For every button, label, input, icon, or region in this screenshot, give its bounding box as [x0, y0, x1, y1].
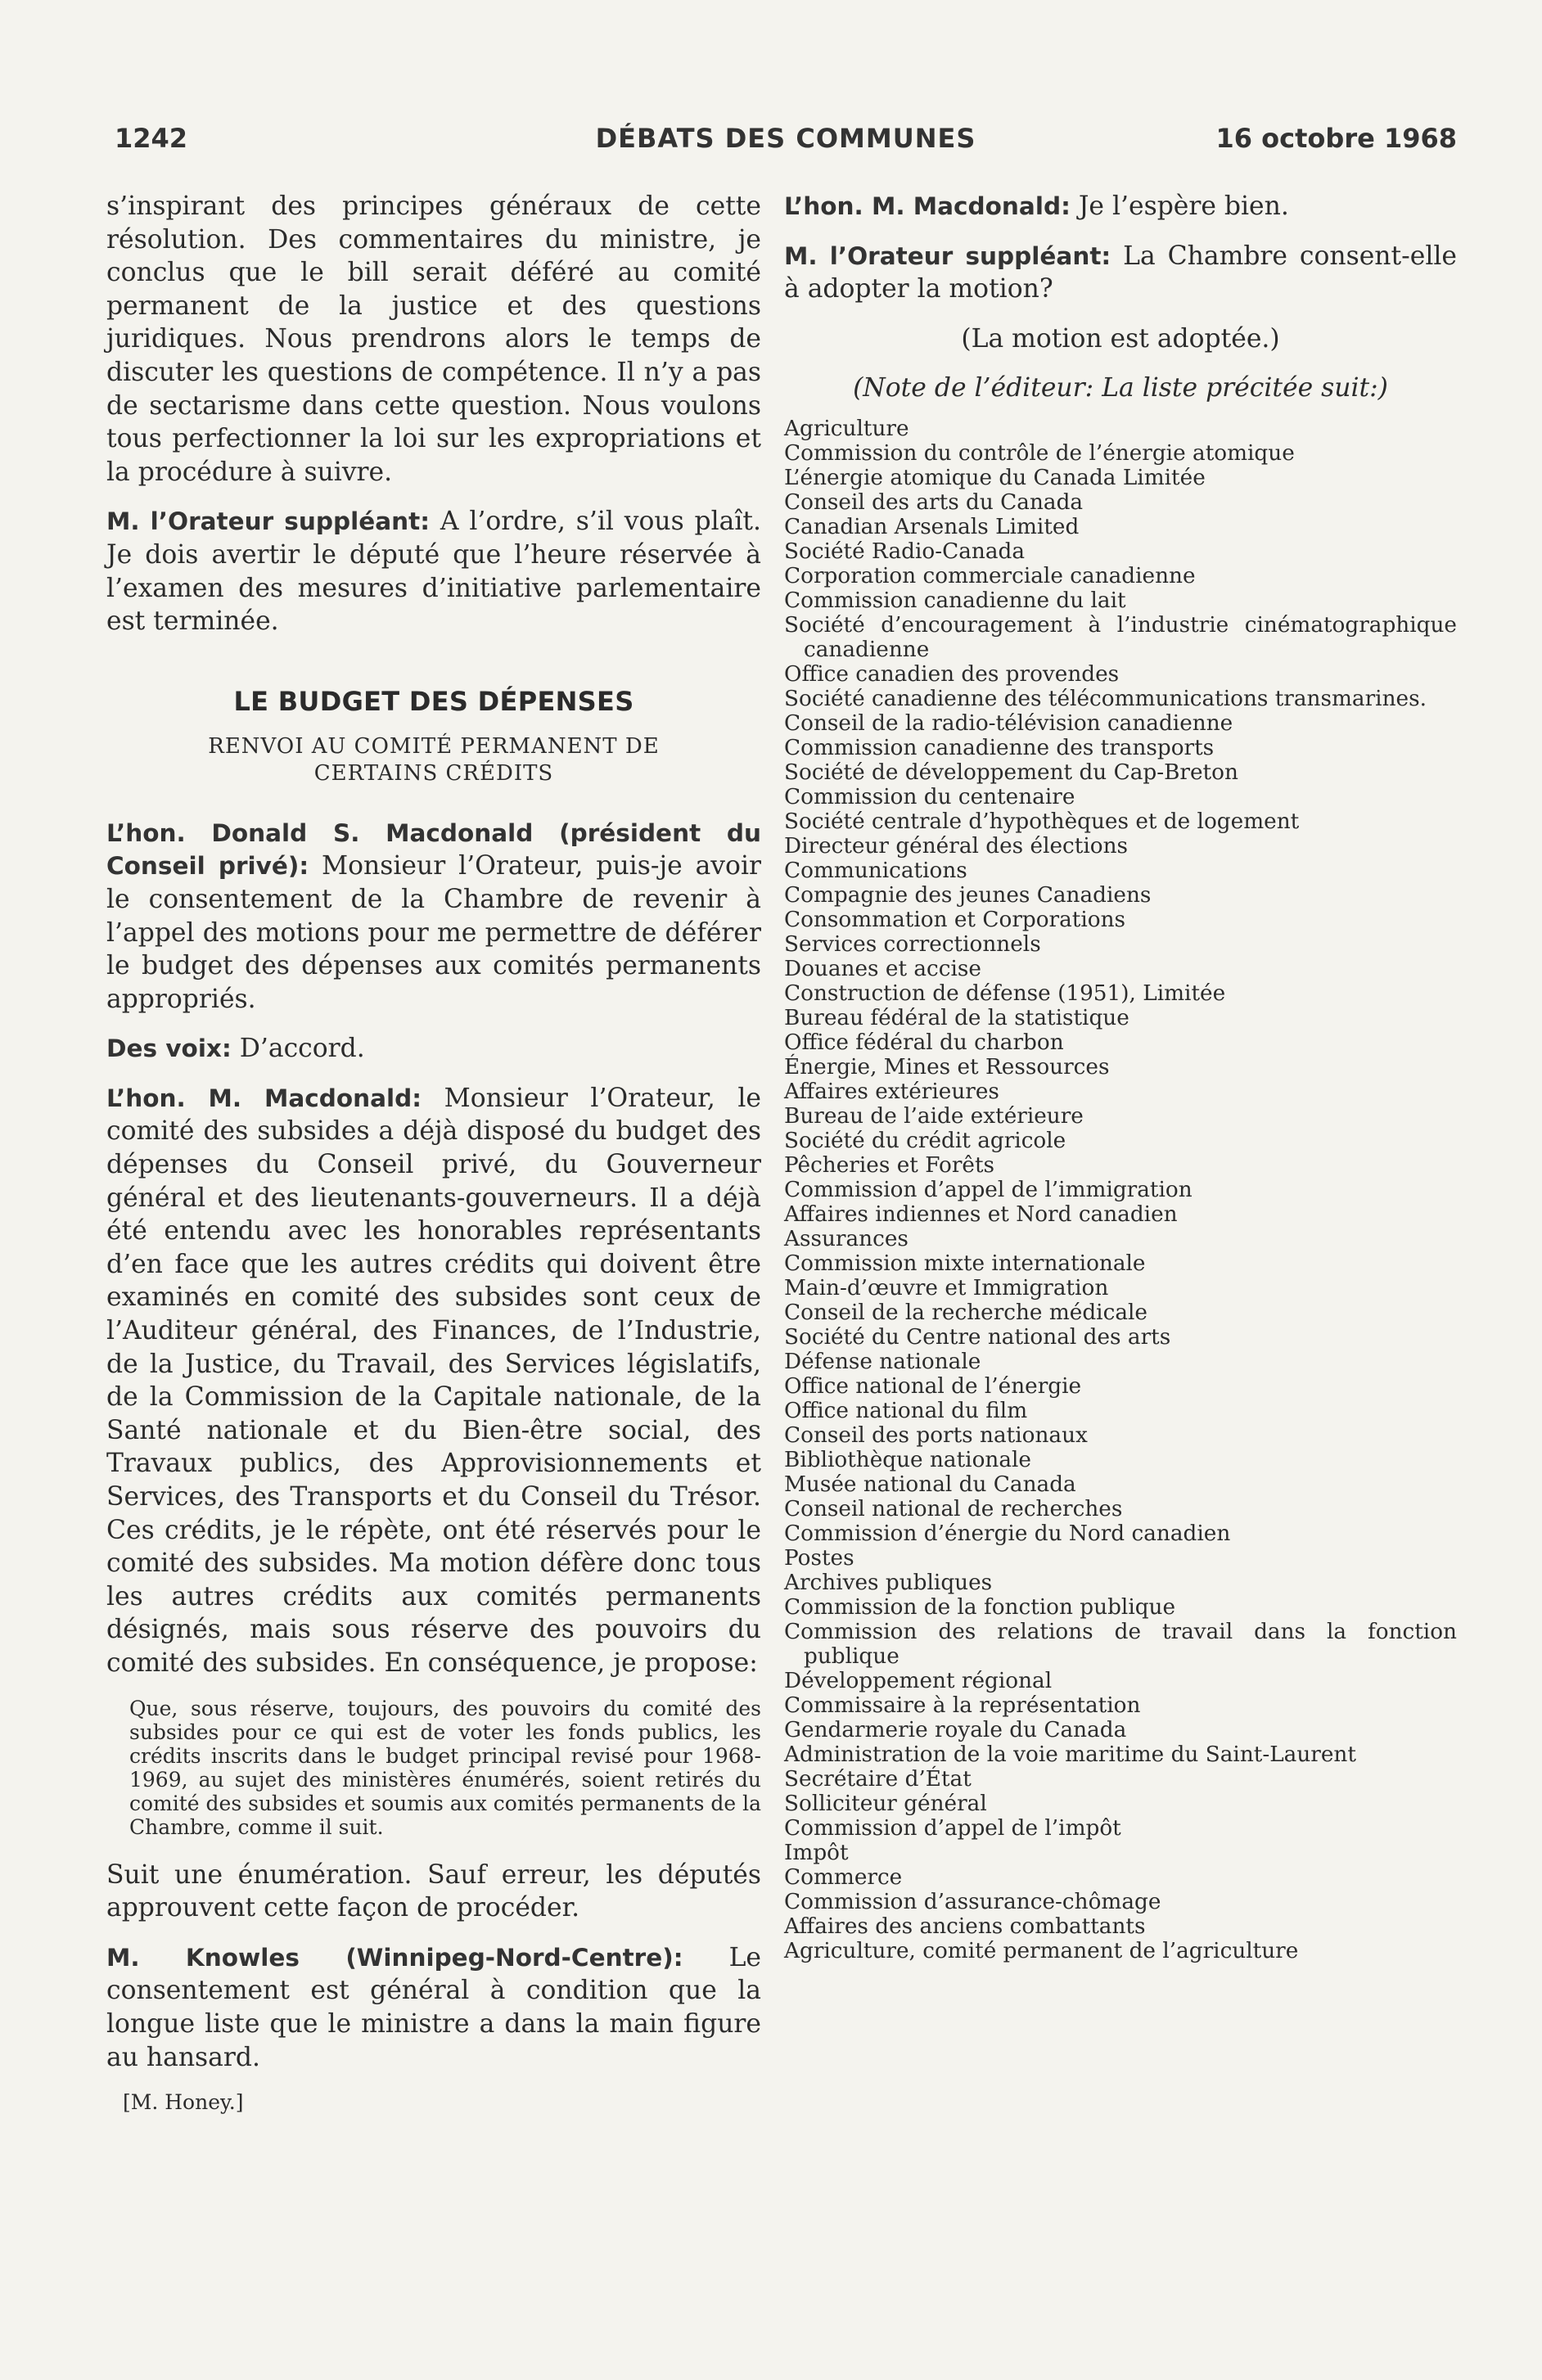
agency-list-item: Solliciteur général [784, 1791, 987, 1816]
paragraph [784, 240, 1457, 306]
running-head [115, 123, 1457, 164]
agency-list-item: Conseil des ports nationaux [784, 1422, 1088, 1448]
speaker-name: M. l’Orateur suppléant: [106, 507, 431, 536]
agency-list-item: Société centrale d’hypothèques et de logement [784, 809, 1300, 834]
agency-list-item: Consommation et Corporations [784, 907, 1126, 932]
section-subtitle [106, 733, 761, 787]
agency-list-item: Impôt [784, 1840, 849, 1865]
agency-list-item: Main-d’œuvre et Immigration [784, 1275, 1109, 1300]
agency-list-item: Assurances [784, 1226, 909, 1251]
agency-list-item: Commission du centenaire [784, 784, 1075, 809]
agency-list-item: Office fédéral du charbon [784, 1030, 1064, 1055]
speech-text: Je l’espère bien. [1070, 192, 1289, 221]
agency-list-item: Société du crédit agricole [784, 1128, 1066, 1153]
agency-list-item: Douanes et accise [784, 956, 981, 981]
paragraph [106, 505, 761, 638]
agency-list-item: Commission mixte internationale [784, 1251, 1146, 1276]
paragraph [106, 1941, 761, 2074]
speaker-name: Des voix: [106, 1034, 232, 1063]
agency-list-item: Affaires indiennes et Nord canadien [784, 1201, 1178, 1227]
section-title: LE BUDGET DES DÉPENSES [233, 685, 634, 717]
editor-note: (Note de l’éditeur: La liste précitée suit:) [853, 373, 1388, 403]
speech-text: Monsieur l’Orateur, puis-je avoir le consentement de la Chambre de revenir à l’appel des motions pour me permettre de déférer le budget des dépenses aux comités permanents appropriés. [106, 851, 761, 1014]
speech-text: Monsieur l’Orateur, le comité des subsides a déjà disposé du budget des dépenses du Conseil privé, du Gouverneur général et des lieutenants-gouverneurs. Il a déjà été entendu avec les honorables représentants d’en face que les autres crédits qui doivent être examinés en comité des subsides sont ceux de l’Auditeur général, des Finances, de l’Industrie, de la Justice, du Travail, des Services législatifs, de la Commission de la Capitale nationale, de la Santé nationale et du Bien-être social, des Travaux publics, des Approvisionnements et Services, des Transports et du Conseil du Trésor. Ces crédits, je le répète, ont été réservés pour le comité des subsides. Ma motion défère donc tous les autres crédits aux comités permanents désignés, mais sous réserve des pouvoirs du comité des subsides. En conséquence, je propose: [106, 1083, 762, 1678]
journal-title: DÉBATS DES COMMUNES [595, 123, 976, 154]
speaker-name: L’hon. Donald S. Macdonald (président du Conseil privé): [106, 818, 761, 881]
page-date: 16 octobre 1968 [1215, 123, 1457, 154]
agency-list-item: Secrétaire d’État [784, 1766, 972, 1792]
motion-adopted: (La motion est adoptée.) [961, 323, 1280, 354]
agency-list-item: Conseil des arts du Canada [784, 489, 1084, 515]
agency-list-item: Canadian Arsenals Limited [784, 514, 1080, 539]
agency-list-item: Office national de l’énergie [784, 1373, 1082, 1399]
agency-list-item: Office canadien des provendes [784, 661, 1120, 687]
speech-text: La Chambre consent-elle à adopter la motion? [784, 241, 1457, 304]
agency-list-item: Directeur général des élections [784, 833, 1129, 859]
agency-list-item: Commission de la fonction publique [784, 1594, 1176, 1620]
agency-list-item: Commission du contrôle de l’énergie atomique [784, 440, 1295, 466]
agency-list-item: Commission d’énergie du Nord canadien [784, 1521, 1231, 1546]
agency-list-item: Société du Centre national des arts [784, 1324, 1171, 1350]
speech-text: A l’ordre, s’il vous plaît. Je dois avertir le député que l’heure réservée à l’examen des mesures d’initiative parlementaire est terminée. [106, 507, 761, 637]
agency-list-item: Affaires extérieures [784, 1079, 999, 1104]
agency-list-item: Compagnie des jeunes Canadiens [784, 882, 1152, 908]
agency-list-item: Bibliothèque nationale [784, 1447, 1031, 1472]
agency-list-item: L’énergie atomique du Canada Limitée [784, 465, 1206, 490]
agency-list-item: Services correctionnels [784, 931, 1041, 957]
section-subtitle-line: RENVOI AU COMITÉ PERMANENT DE [208, 733, 660, 759]
agency-list-item: Société Radio-Canada [784, 539, 1026, 564]
agency-list-item: Commission d’appel de l’impôt [784, 1815, 1121, 1841]
section-subtitle-line: CERTAINS CRÉDITS [313, 760, 554, 786]
agency-list-item: Gendarmerie royale du Canada [784, 1717, 1127, 1742]
agency-list [784, 417, 1457, 1963]
agency-list-item: Postes [784, 1545, 854, 1571]
agency-list-item: Office national du film [784, 1398, 1028, 1423]
agency-list-item: Pêcheries et Forêts [784, 1152, 995, 1178]
speaker-bracket-note: [M. Honey.] [123, 2090, 244, 2115]
agency-list-item: Commission canadienne du lait [784, 588, 1126, 613]
paragraph [106, 817, 761, 1016]
paragraph: s’inspirant des principes généraux de cette résolution. Des commentaires du ministre, je conclus que le bill serait déféré au comité permanent de la justice et des questions juridiques. Nous prendrons alors le temps de discuter les questions de compétence. Il n’y a pas de sectarisme dans cette question. Nous voulons tous perfectionner la loi sur les expropriations et la procédure à suivre. [106, 192, 761, 487]
agency-list-item: Société canadienne des télécommunications transmarines. [784, 686, 1427, 711]
agency-list-item: Société d’encouragement à l’industrie cinématographique canadienne [784, 612, 1457, 662]
agency-list-item: Défense nationale [784, 1349, 981, 1374]
speaker-name: L’hon. M. Macdonald: [106, 1084, 422, 1112]
speech-text: D’accord. [231, 1034, 365, 1064]
agency-list-item: Archives publiques [784, 1570, 993, 1595]
paragraph [784, 190, 1457, 223]
agency-list-item: Communications [784, 858, 967, 883]
agency-list-item: Corporation commerciale canadienne [784, 563, 1196, 588]
agency-list-item: Agriculture, comité permanent de l’agriculture [784, 1938, 1299, 1963]
agency-list-item: Bureau fédéral de la statistique [784, 1005, 1129, 1030]
agency-list-item: Développement régional [784, 1668, 1053, 1693]
paragraph [106, 1032, 761, 1066]
agency-list-item: Société de développement du Cap-Breton [784, 760, 1238, 785]
agency-list-item: Construction de défense (1951), Limitée [784, 980, 1226, 1006]
motion-text: Que, sous réserve, toujours, des pouvoirs du comité des subsides pour ce qui est de voter les fonds publics, les crédits inscrits dans le budget principal revisé pour 1968-1969, au sujet des ministères énumérés, soient retirés du comité des subsides et soumis aux comités permanents de la Chambre, comme il suit. [129, 1696, 761, 1839]
agency-list-item: Commission d’appel de l’immigration [784, 1177, 1193, 1202]
agency-list-item: Affaires des anciens combattants [784, 1913, 1146, 1939]
agency-list-item: Commission des relations de travail dans la fonction publique [784, 1619, 1457, 1669]
agency-list-item: Conseil de la radio-télévision canadienne [784, 710, 1233, 736]
speaker-name: M. l’Orateur suppléant: [784, 241, 1111, 270]
right-column [784, 190, 1457, 1963]
agency-list-item: Conseil de la recherche médicale [784, 1300, 1147, 1325]
paragraph: Suit une énumération. Sauf erreur, les députés approuvent cette façon de procéder. [106, 1859, 761, 1923]
agency-list-item: Commissaire à la représentation [784, 1693, 1141, 1718]
paragraph [106, 1082, 761, 1680]
speaker-name: M. Knowles (Winnipeg-Nord-Centre): [106, 1943, 683, 1972]
speech-text: Le consentement est général à condition que la longue liste que le ministre a dans la main figure au hansard. [106, 1942, 761, 2072]
agency-list-item: Commission canadienne des transports [784, 735, 1215, 760]
agency-list-item: Commission d’assurance-chômage [784, 1889, 1161, 1914]
speaker-name: L’hon. M. Macdonald: [784, 192, 1071, 220]
page-number: 1242 [115, 123, 188, 154]
agency-list-item: Musée national du Canada [784, 1472, 1076, 1497]
agency-list-item: Administration de la voie maritime du Saint-Laurent [784, 1742, 1356, 1767]
agency-list-item: Bureau de l’aide extérieure [784, 1103, 1084, 1129]
agency-list-item: Commerce [784, 1864, 903, 1890]
left-column [106, 190, 761, 2114]
agency-list-item: Conseil national de recherches [784, 1496, 1123, 1521]
agency-list-item: Agriculture [784, 416, 909, 441]
agency-list-item: Énergie, Mines et Ressources [784, 1054, 1110, 1080]
